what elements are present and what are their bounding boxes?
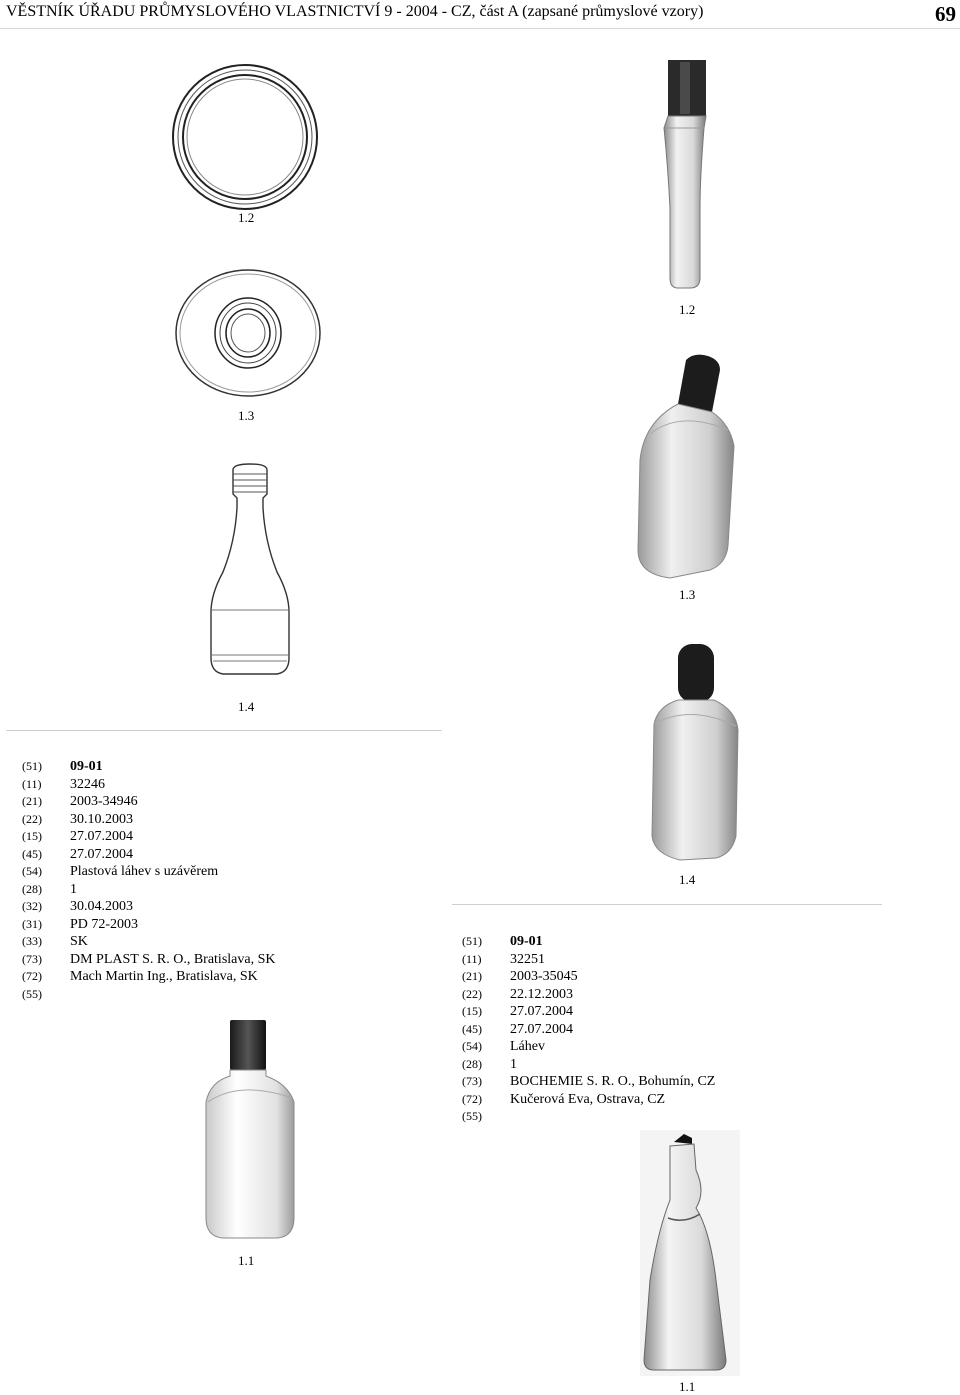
field-value: 09-01 (510, 934, 543, 949)
record-row (462, 951, 715, 969)
record-row (22, 828, 275, 846)
field-code: (15) (22, 829, 42, 843)
field-value: Láhev (510, 1039, 545, 1054)
bottle-bottom-view-figure (174, 268, 322, 403)
field-value: 27.07.2004 (510, 1004, 573, 1019)
capped-bottle-photo (200, 1018, 300, 1243)
field-code: (21) (462, 969, 482, 983)
record-row (22, 898, 275, 916)
section-divider (6, 730, 442, 731)
field-code: (31) (22, 916, 42, 931)
record-row (22, 968, 275, 986)
design-record-32251 (462, 933, 715, 1126)
figure-label: 1.3 (679, 587, 696, 602)
slim-bottle-photo (660, 58, 712, 290)
field-code: (21) (22, 794, 42, 808)
record-row (22, 811, 275, 829)
field-code: (15) (462, 1004, 482, 1018)
record-row (462, 1073, 715, 1091)
field-value: 32251 (510, 951, 545, 967)
record-row (22, 793, 275, 811)
record-row (22, 881, 275, 899)
angled-bottle-photo (630, 350, 740, 580)
angled-bottle-photo-2 (640, 640, 750, 865)
field-code: (28) (22, 881, 42, 896)
field-value: 1 (510, 1056, 517, 1072)
record-row (462, 933, 715, 951)
field-value: 30.10.2003 (70, 811, 133, 827)
field-value: 2003-34946 (70, 794, 138, 809)
field-value: 1 (70, 881, 77, 897)
record-row (462, 1038, 715, 1056)
record-row (22, 933, 275, 951)
record-row (462, 1003, 715, 1021)
figure-label: 1.3 (238, 408, 255, 423)
field-value: 27.07.2004 (510, 1021, 573, 1037)
field-code: (32) (22, 899, 42, 913)
design-record-32246 (22, 758, 275, 1003)
field-code: (33) (22, 934, 42, 948)
field-code: (22) (22, 811, 42, 826)
record-row (22, 986, 275, 1004)
record-row (462, 986, 715, 1004)
field-code: (51) (462, 934, 482, 948)
field-code: (22) (462, 986, 482, 1001)
figure-label: 1.2 (238, 210, 255, 225)
field-code: (11) (462, 951, 482, 966)
field-value: Plastová láhev s uzávěrem (70, 864, 219, 879)
bottle-top-view-figure (170, 62, 320, 212)
field-code: (54) (22, 864, 42, 878)
record-row (462, 1021, 715, 1039)
field-value: PD 72-2003 (70, 916, 139, 932)
figure-label: 1.4 (679, 872, 696, 887)
page-number: 69 (935, 2, 956, 26)
field-value: Kučerová Eva, Ostrava, CZ (510, 1091, 666, 1107)
bottle-side-outline-figure (205, 462, 295, 677)
tapered-bottle-photo (640, 1130, 740, 1376)
field-value: SK (70, 934, 88, 949)
figure-label: 1.4 (238, 699, 255, 714)
record-row (22, 846, 275, 864)
record-row (462, 1091, 715, 1109)
field-code: (54) (462, 1039, 482, 1053)
field-code: (73) (462, 1074, 482, 1088)
field-value: 22.12.2003 (510, 986, 573, 1002)
field-value: 2003-35045 (510, 969, 578, 984)
field-code: (73) (22, 951, 42, 966)
figure-label: 1.1 (679, 1379, 696, 1394)
field-value: BOCHEMIE S. R. O., Bohumín, CZ (510, 1074, 716, 1089)
field-code: (28) (462, 1056, 482, 1071)
field-value: 09-01 (70, 759, 103, 774)
field-value: 27.07.2004 (70, 829, 133, 844)
record-row (462, 968, 715, 986)
record-row (22, 863, 275, 881)
record-row (22, 776, 275, 794)
record-row (22, 951, 275, 969)
field-code: (11) (22, 776, 42, 791)
record-row (462, 1108, 715, 1126)
field-value: 32246 (70, 776, 105, 792)
field-value: Mach Martin Ing., Bratislava, SK (70, 969, 258, 984)
header-divider (0, 28, 960, 29)
figure-label: 1.2 (679, 302, 696, 317)
record-row (462, 1056, 715, 1074)
field-code: (72) (462, 1091, 482, 1106)
field-code: (51) (22, 759, 42, 773)
field-code: (45) (462, 1021, 482, 1036)
figure-label: 1.1 (238, 1253, 255, 1268)
record-row (22, 758, 275, 776)
section-divider (452, 904, 882, 905)
field-code: (55) (22, 986, 42, 1001)
field-value: 30.04.2003 (70, 899, 133, 914)
field-code: (45) (22, 846, 42, 861)
journal-header-title: VĚSTNÍK ÚŘADU PRŮMYSLOVÉHO VLASTNICTVÍ 9 - 2004 - CZ, část A (zapsané průmyslové vzory) (6, 3, 704, 20)
record-row (22, 916, 275, 934)
field-value: DM PLAST S. R. O., Bratislava, SK (70, 951, 276, 967)
field-code: (72) (22, 969, 42, 983)
field-value: 27.07.2004 (70, 846, 133, 862)
field-code: (55) (462, 1109, 482, 1123)
